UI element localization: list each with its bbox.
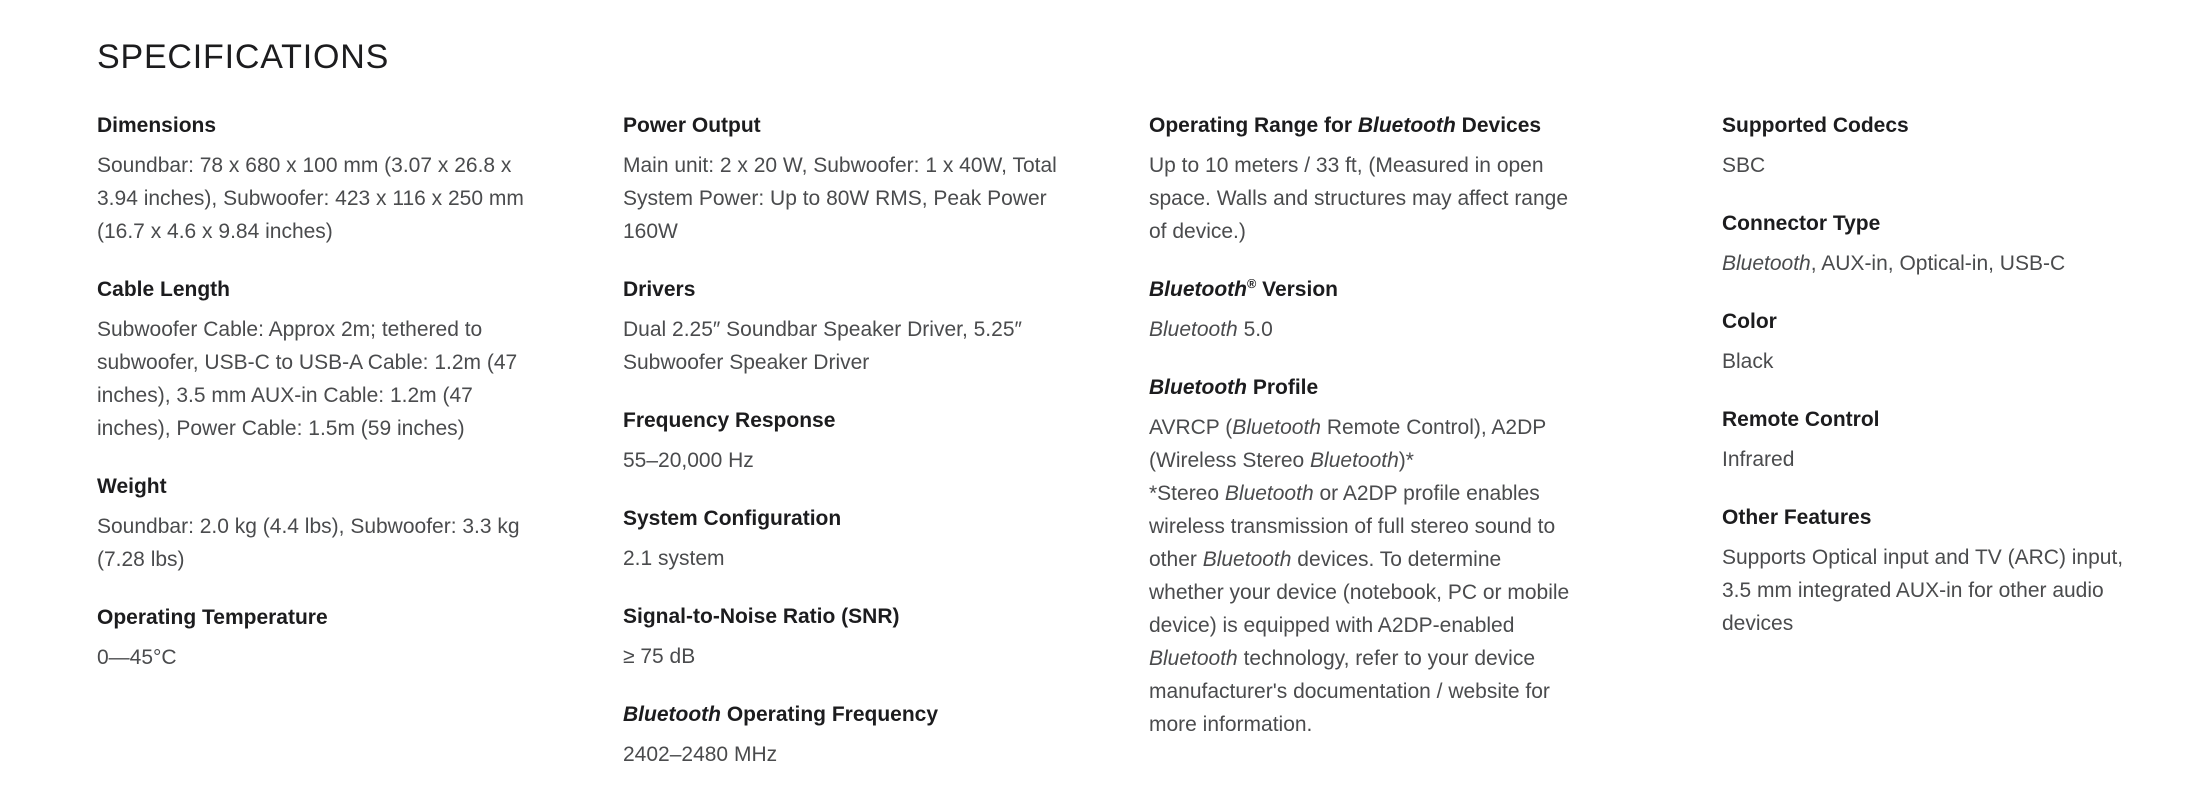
spec-section [623,505,1075,575]
spec-label: Operating Temperature [97,606,328,629]
spec-value: ≥ 75 dB [623,645,696,668]
spec-section [623,407,1075,477]
spec-label: Frequency Response [623,409,836,432]
italic-segment: Bluetooth [1149,278,1247,301]
italic-segment: Bluetooth [1310,449,1399,472]
spec-value: AVRCP (Bluetooth Remote Control), A2DP (Wireless Stereo Bluetooth)* *Stereo Bluetooth or A2DP profile enables wireless transmission of full stereo sound to other Bluetooth devices. To determine whether your device (notebook, PC or mobile device) is equipped with A2DP-enabled Bluetooth technology, refer to your device manufacturer's documentation / website for more information. [1149,416,1570,736]
spec-column-2 [623,112,1075,788]
spec-label: Dimensions [97,114,217,137]
spec-label: Drivers [623,278,696,301]
italic-segment: Bluetooth [1149,647,1238,670]
italic-segment: Bluetooth [1149,376,1247,399]
spec-label: Operating Range for Bluetooth Devices [1149,114,1542,137]
spec-column-4 [1722,112,2124,668]
italic-segment: Bluetooth [1149,318,1238,341]
spec-label: Signal-to-Noise Ratio (SNR) [623,605,900,628]
italic-segment: Bluetooth [1224,482,1314,505]
spec-value: 55–20,000 Hz [623,449,754,472]
spec-section [1722,406,2124,476]
spec-value: 2402–2480 MHz [623,743,778,766]
italic-segment: Bluetooth [1722,252,1811,275]
spec-section [97,112,529,248]
spec-section [1149,112,1577,248]
spec-section [1722,504,2124,640]
spec-section [1149,374,1577,741]
spec-value: Bluetooth, AUX-in, Optical-in, USB-C [1722,252,2066,275]
spec-label: System Configuration [623,507,842,530]
spec-section [97,604,529,674]
spec-column-1 [97,112,529,702]
spec-label: Cable Length [97,278,231,301]
spec-value: 2.1 system [623,547,725,570]
spec-label: Connector Type [1722,212,1881,235]
spec-label: Other Features [1722,506,1872,529]
spec-column-3 [1149,112,1577,769]
spec-section [623,112,1075,248]
italic-segment: Bluetooth [623,703,721,726]
page-title: SPECIFICATIONS [97,38,390,76]
spec-value: Soundbar: 78 x 680 x 100 mm (3.07 x 26.8 x 3.94 inches), Subwoofer: 423 x 116 x 250 mm (16.7 x 4.6 x 9.84 inches) [97,154,524,243]
spec-section [623,603,1075,673]
italic-segment: Bluetooth [1232,416,1321,439]
spec-value: Subwoofer Cable: Approx 2m; tethered to subwoofer, USB-C to USB-A Cable: 1.2m (47 inches), 3.5 mm AUX-in Cable: 1.2m (47 inches), Power Cable: 1.5m (59 inches) [97,318,518,440]
spec-section [1722,308,2124,378]
italic-segment: Bluetooth [1202,548,1292,571]
spec-section [623,276,1075,379]
spec-value: Black [1722,350,1774,373]
spec-section [623,701,1075,771]
italic-segment: Bluetooth [1357,114,1456,137]
spec-value: 0—45°C [97,646,177,669]
spec-value: Soundbar: 2.0 kg (4.4 lbs), Subwoofer: 3.3 kg (7.28 lbs) [97,515,520,571]
spec-label: Supported Codecs [1722,114,1909,137]
spec-label: Power Output [623,114,761,137]
spec-label: Remote Control [1722,408,1880,431]
spec-section [1722,112,2124,182]
spec-value: SBC [1722,154,1766,177]
spec-label: Bluetooth® Version [1149,277,1338,301]
spec-value: Infrared [1722,448,1795,471]
spec-section [97,473,529,576]
registered-mark: ® [1246,277,1257,291]
spec-value: Bluetooth 5.0 [1149,318,1273,341]
spec-section [97,276,529,445]
spec-label: Color [1722,310,1777,333]
spec-label: Weight [97,475,167,498]
spec-value: Main unit: 2 x 20 W, Subwoofer: 1 x 40W, Total System Power: Up to 80W RMS, Peak Power 160W [623,154,1057,243]
spec-value: Dual 2.25″ Soundbar Speaker Driver, 5.25″ Subwoofer Speaker Driver [623,318,1022,374]
spec-section [1722,210,2124,280]
spec-label: Bluetooth Profile [1149,376,1319,399]
spec-value: Up to 10 meters / 33 ft, (Measured in open space. Walls and structures may affect range of device.) [1149,154,1569,243]
spec-section [1149,276,1577,346]
spec-value: Supports Optical input and TV (ARC) input, 3.5 mm integrated AUX-in for other audio devices [1722,546,2124,635]
spec-label: Bluetooth Operating Frequency [623,703,939,726]
